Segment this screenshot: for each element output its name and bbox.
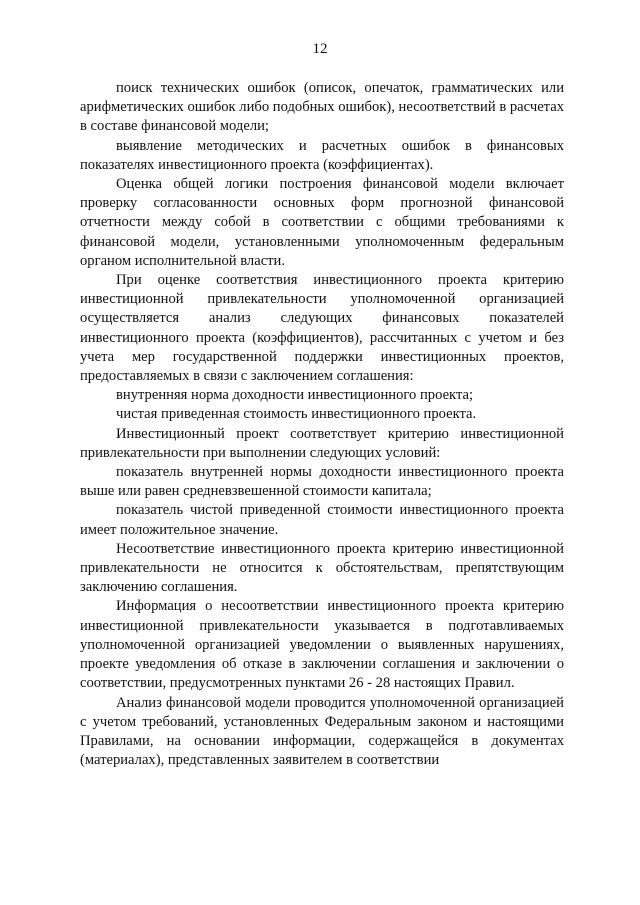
paragraph-12: Анализ финансовой модели проводится уполномоченной организацией с учетом требований, установленных Федеральным законом и настоящими Правилами, на основании информации, содержащейся в документах (материалах), представленных заявителем в соответствии bbox=[80, 694, 564, 769]
paragraph-4: При оценке соответствия инвестиционного проекта критерию инвестиционной привлекательности уполномоченной организацией осуществляется анализ следующих финансовых показателей инвестиционного проекта (коэффициентов), рассчитанных с учетом и без учета мер государственной поддержки инвестиционных проектов, предоставляемых в связи с заключением соглашения: bbox=[80, 272, 564, 385]
paragraph-5: внутренняя норма доходности инвестиционного проекта; bbox=[116, 387, 474, 404]
paragraph-10: Несоответствие инвестиционного проекта критерию инвестиционной привлекательности не относится к обстоятельствам, препятствующим заключению соглашения. bbox=[80, 540, 564, 596]
paragraph-9: показатель чистой приведенной стоимости инвестиционного проекта имеет положительное значение. bbox=[80, 502, 564, 538]
paragraph-1: поиск технических ошибок (описок, опечаток, грамматических или арифметических ошибок либо подобных ошибок), несоответствий в расчетах в составе финансовой модели; bbox=[80, 80, 564, 135]
paragraph-11: Информация о несоответствии инвестиционного проекта критерию инвестиционной привлекательности указывается в подготавливаемых уполномоченной организацией уведомлении о выявленных нарушениях, проекте уведомления об отказе в заключении соглашения и заключении о соответствии, предусмотренных пунктами 26 - 28 настоящих Правил. bbox=[80, 598, 564, 692]
paragraph-6: чистая приведенная стоимость инвестиционного проекта. bbox=[116, 406, 477, 423]
body-text bbox=[80, 79, 564, 770]
page-number: 12 bbox=[312, 41, 328, 57]
paragraph-2: выявление методических и расчетных ошибок в финансовых показателях инвестиционного проекта (коэффициентах). bbox=[80, 137, 564, 173]
paragraph-7: Инвестиционный проект соответствует критерию инвестиционной привлекательности при выполнении следующих условий: bbox=[80, 425, 564, 461]
paragraph-3: Оценка общей логики построения финансовой модели включает проверку согласованности основных форм прогнозной финансовой отчетности между собой в соответствии с общими требованиями к финансовой модели, установленными уполномоченным федеральным органом исполнительной власти. bbox=[80, 176, 564, 269]
paragraph-8: показатель внутренней нормы доходности инвестиционного проекта выше или равен средневзвешенной стоимости капитала; bbox=[80, 464, 564, 500]
